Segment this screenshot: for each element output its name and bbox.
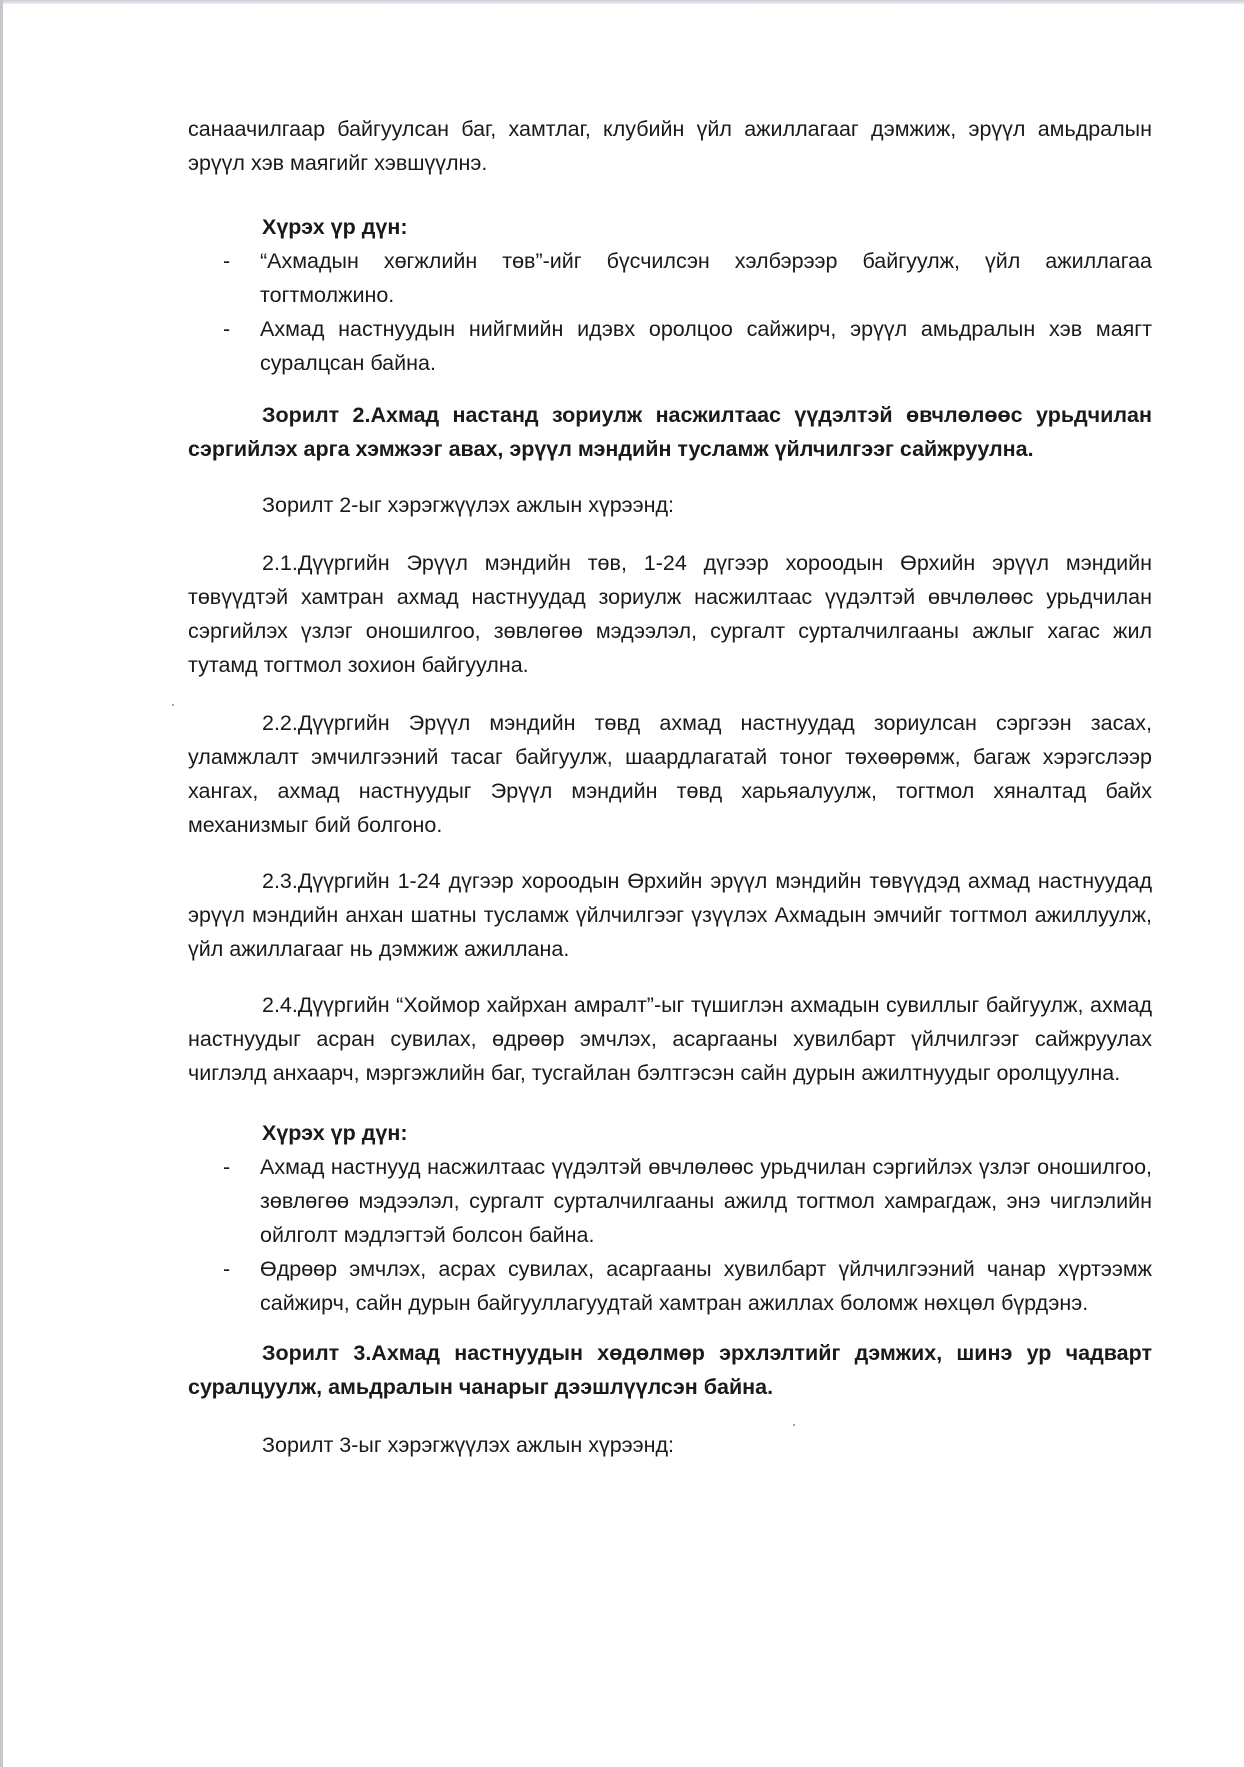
results-list-1 bbox=[188, 244, 1152, 380]
results-heading-2: Хүрэх үр дүн: bbox=[262, 1121, 408, 1145]
document-page bbox=[188, 112, 1152, 1462]
goal-2-action-2-2: 2.2.Дүүргийн Эрүүл мэндийн төвд ахмад настнуудад зориулсан сэргээн засах, уламжлалт эмчилгээний тасаг байгуулж, шаардлагатай тоног төхөөрөмж, багаж хэрэгслээр хангах, ахмад настнуудыг Эрүүл мэндийн төвд харьяалуулж, тогтмол хяналтад байх механизмыг бий болгоно. bbox=[188, 711, 1152, 837]
goal-2-title: Зорилт 2.Ахмад настанд зориулж насжилтаас үүдэлтэй өвчлөлөөс урьдчилан сэргийлэх арга хэмжээг авах, эрүүл мэндийн тусламж үйлчилгээг сайжруулна. bbox=[188, 403, 1152, 461]
goal-2-action-2-4: 2.4.Дүүргийн “Хоймор хайрхан амралт”-ыг түшиглэн ахмадын сувиллыг байгуулж, ахмад настнуудыг асран сувилах, өдрөөр эмчлэх, асаргааны хувилбарт үйлчилгээг сайжруулах чиглэлд анхаарч, мэргэжлийн баг, тусгайлан бэлтгэсэн сайн дурын ажилтнуудыг оролцуулна. bbox=[188, 993, 1152, 1085]
scan-speck bbox=[172, 704, 174, 706]
scan-edge-top bbox=[0, 0, 1244, 4]
list-item bbox=[188, 1150, 1152, 1252]
goal-2-action-2-1: 2.1.Дүүргийн Эрүүл мэндийн төв, 1-24 дүгээр хороодын Өрхийн эрүүл мэндийн төвүүдтэй хамтран ахмад настнуудад зориулж насжилтаас үүдэлтэй өвчлөлөөс урьдчилан сэргийлэх үзлэг оношилгоо, зөвлөгөө мэдээлэл, сургалт сурталчилгааны ажлыг хагас жил тутамд тогтмол зохион байгуулна. bbox=[188, 551, 1152, 677]
list-item-text: Ахмад настнуудын нийгмийн идэвх оролцоо сайжирч, эрүүл амьдралын хэв маягт суралцсан байна. bbox=[260, 317, 1152, 375]
goal-3-scope: Зорилт 3-ыг хэрэгжүүлэх ажлын хүрээнд: bbox=[262, 1433, 675, 1457]
list-item-text: “Ахмадын хөгжлийн төв”-ийг бүсчилсэн хэлбэрээр байгуулж, үйл ажиллагаа тогтмолжино. bbox=[260, 249, 1152, 307]
goal-2-action-2-3: 2.3.Дүүргийн 1-24 дүгээр хороодын Өрхийн эрүүл мэндийн төвүүдэд ахмад настнуудад эрүүл мэндийн анхан шатны тусламж үйлчилгээг үзүүлэх Ахмадын эмчийг тогтмол ажиллуулж, үйл ажиллагааг нь дэмжиж ажиллана. bbox=[188, 869, 1152, 961]
intro-paragraph: санаачилгаар байгуулсан баг, хамтлаг, клубийн үйл ажиллагааг дэмжиж, эрүүл амьдралын эрүүл хэв маягийг хэвшүүлнэ. bbox=[188, 117, 1152, 175]
list-item bbox=[188, 312, 1152, 380]
goal-2-scope: Зорилт 2-ыг хэрэгжүүлэх ажлын хүрээнд: bbox=[262, 493, 675, 517]
list-item bbox=[188, 244, 1152, 312]
dash-bullet: - bbox=[223, 249, 231, 273]
results-heading-1: Хүрэх үр дүн: bbox=[262, 215, 408, 239]
dash-bullet: - bbox=[223, 1155, 231, 1179]
goal-3-title: Зорилт 3.Ахмад настнуудын хөдөлмөр эрхлэлтийг дэмжих, шинэ ур чадварт суралцуулж, амьдралын чанарыг дээшлүүлсэн байна. bbox=[188, 1341, 1152, 1399]
results-list-2 bbox=[188, 1150, 1152, 1320]
list-item-text: Өдрөөр эмчлэх, асрах сувилах, асаргааны хувилбарт үйлчилгээний чанар хүртээмж сайжирч, сайн дурын байгууллагуудтай хамтран ажиллах боломж нөхцөл бүрдэнэ. bbox=[260, 1257, 1152, 1315]
scan-edge-left bbox=[0, 0, 3, 1767]
list-item bbox=[188, 1252, 1152, 1320]
dash-bullet: - bbox=[223, 1257, 231, 1281]
dash-bullet: - bbox=[223, 317, 231, 341]
list-item-text: Ахмад настнууд насжилтаас үүдэлтэй өвчлөлөөс урьдчилан сэргийлэх үзлэг оношилгоо, зөвлөгөө мэдээлэл, сургалт сурталчилгааны ажилд тогтмол хамрагдаж, энэ чиглэлийн ойлголт мэдлэгтэй болсон байна. bbox=[260, 1155, 1152, 1247]
